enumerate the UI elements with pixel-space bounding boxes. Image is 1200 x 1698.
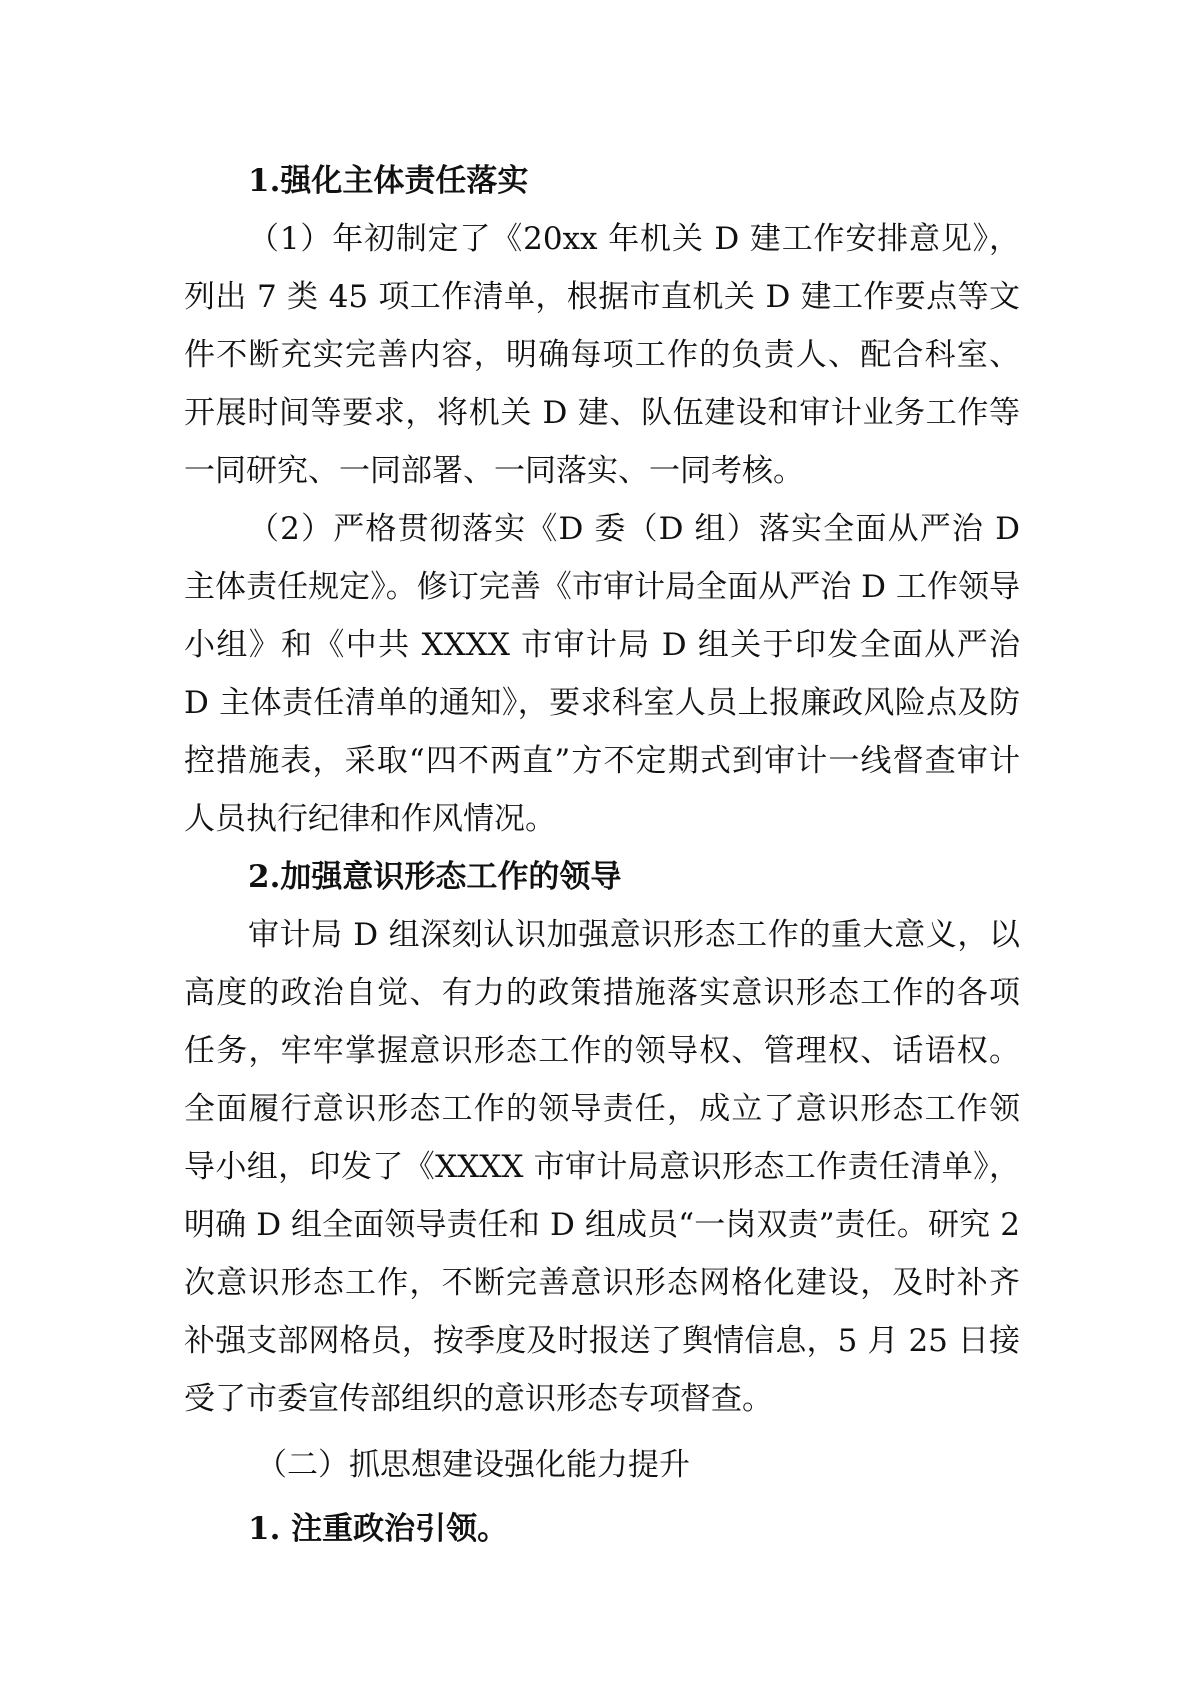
section-heading-3: （二）抓思想建设强化能力提升 (256, 1447, 690, 1483)
section-heading-2: 2.加强意识形态工作的领导 (248, 859, 622, 895)
section-heading-4: 1. 注重政治引领。 (248, 1511, 509, 1547)
paragraph-1: （1）年初制定了《20xx 年机关 D 建工作安排意见》，列出 7 类 45 项工作清单，根据市直机关 D 建工作要点等文件不断充实完善内容，明确每项工作的负责人、配合科室、开展时间等要求，将机关 D 建、队伍建设和审计业务工作等一同研究、一同部署、一同落实、一同考核。 (184, 221, 1020, 489)
section-heading-1: 1.强化主体责任落实 (248, 163, 529, 199)
document-body (184, 152, 1020, 1558)
paragraph-3: 审计局 D 组深刻认识加强意识形态工作的重大意义，以高度的政治自觉、有力的政策措施落实意识形态工作的各项任务，牢牢掌握意识形态工作的领导权、管理权、话语权。全面履行意识形态工作的领导责任，成立了意识形态工作领导小组，印发了《XXXX 市审计局意识形态工作责任清单》，明确 D 组全面领导责任和 D 组成员“一岗双责”责任。研究 2 次意识形态工作，不断完善意识形态网格化建设，及时补齐补强支部网格员，按季度及时报送了舆情信息，5 月 25 日接受了市委宣传部组织的意识形态专项督查。 (184, 917, 1020, 1417)
spacer (184, 1428, 1020, 1436)
paragraph-2: （2）严格贯彻落实《D 委（D 组）落实全面从严治 D 主体责任规定》。修订完善《市审计局全面从严治 D 工作领导小组》和《中共 XXXX 市审计局 D 组关于印发全面从严治 D 主体责任清单的通知》，要求科室人员上报廉政风险点及防控措施表，采取“四不两直”方不定期式到审计一线督查审计人员执行纪律和作风情况。 (184, 511, 1020, 837)
